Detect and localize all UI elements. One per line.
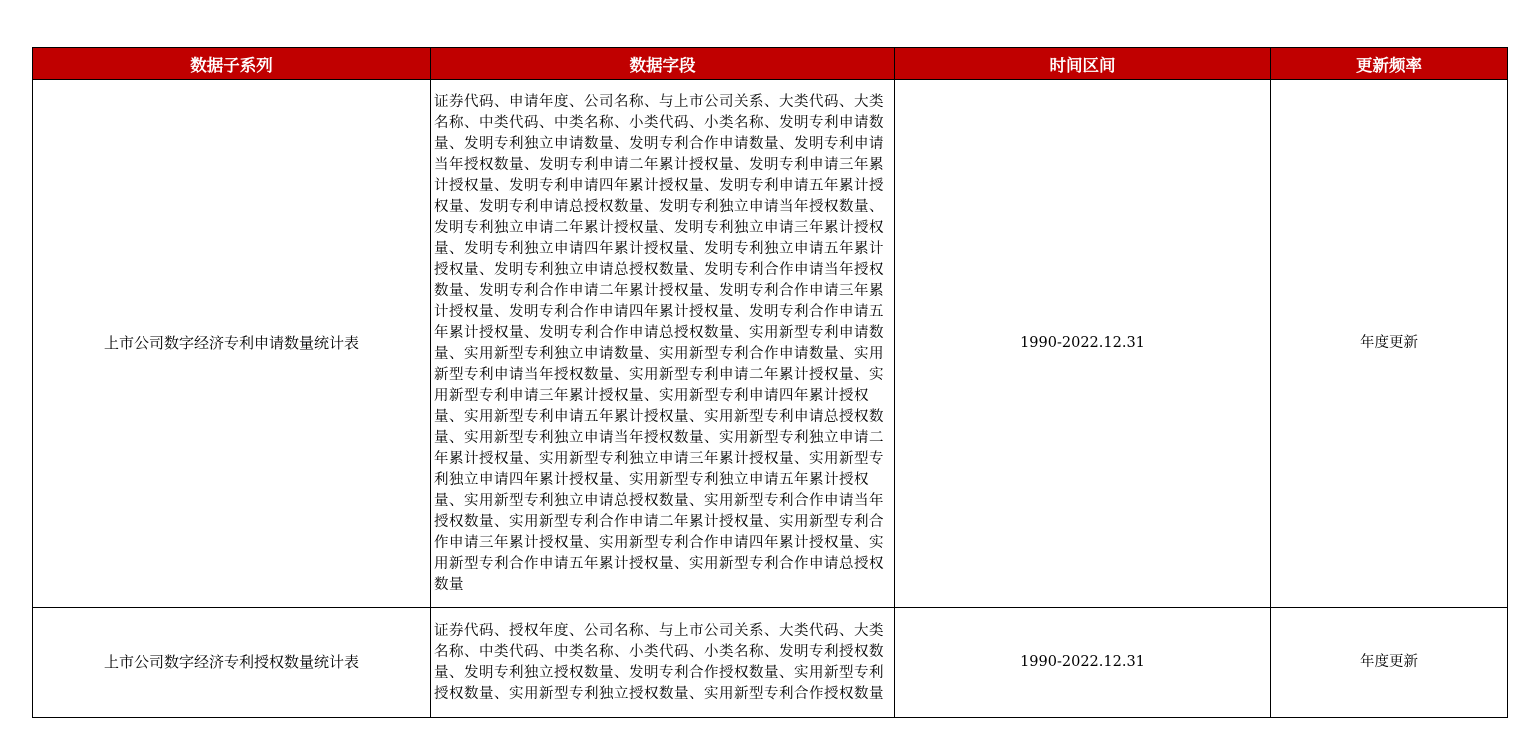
header-period: 时间区间 [895,48,1271,80]
header-series: 数据子系列 [33,48,431,80]
series-name-cell: 上市公司数字经济专利授权数量统计表 [33,608,431,718]
table-row [33,608,1508,718]
table-row [33,80,1508,608]
header-frequency: 更新频率 [1271,48,1508,80]
series-name-cell: 上市公司数字经济专利申请数量统计表 [33,80,431,608]
header-fields: 数据字段 [431,48,895,80]
header-row [33,48,1508,80]
table-header [33,48,1508,80]
frequency-cell: 年度更新 [1271,608,1508,718]
period-cell: 1990-2022.12.31 [895,608,1271,718]
period-cell: 1990-2022.12.31 [895,80,1271,608]
fields-cell: 证券代码、申请年度、公司名称、与上市公司关系、大类代码、大类名称、中类代码、中类名称、小类代码、小类名称、发明专利申请数量、发明专利独立申请数量、发明专利合作申请数量、发明专利申请当年授权数量、发明专利申请二年累计授权量、发明专利申请三年累计授权量、发明专利申请四年累计授权量、发明专利申请五年累计授权量、发明专利申请总授权数量、发明专利独立申请当年授权数量、发明专利独立申请二年累计授权量、发明专利独立申请三年累计授权量、发明专利独立申请四年累计授权量、发明专利独立申请五年累计授权量、发明专利独立申请总授权数量、发明专利合作申请当年授权数量、发明专利合作申请二年累计授权量、发明专利合作申请三年累计授权量、发明专利合作申请四年累计授权量、发明专利合作申请五年累计授权量、发明专利合作申请总授权数量、实用新型专利申请数量、实用新型专利独立申请数量、实用新型专利合作申请数量、实用新型专利申请当年授权数量、实用新型专利申请二年累计授权量、实用新型专利申请三年累计授权量、实用新型专利申请四年累计授权量、实用新型专利申请五年累计授权量、实用新型专利申请总授权数量、实用新型专利独立申请当年授权数量、实用新型专利独立申请二年累计授权量、实用新型专利独立申请三年累计授权量、实用新型专利独立申请四年累计授权量、实用新型专利独立申请五年累计授权量、实用新型专利独立申请总授权数量、实用新型专利合作申请当年授权数量、实用新型专利合作申请二年累计授权量、实用新型专利合作申请三年累计授权量、实用新型专利合作申请四年累计授权量、实用新型专利合作申请五年累计授权量、实用新型专利合作申请总授权数量 [431,80,895,608]
data-table [32,47,1508,718]
frequency-cell: 年度更新 [1271,80,1508,608]
fields-cell: 证券代码、授权年度、公司名称、与上市公司关系、大类代码、大类名称、中类代码、中类名称、小类代码、小类名称、发明专利授权数量、发明专利独立授权数量、发明专利合作授权数量、实用新型专利授权数量、实用新型专利独立授权数量、实用新型专利合作授权数量 [431,608,895,718]
table-body [33,80,1508,718]
